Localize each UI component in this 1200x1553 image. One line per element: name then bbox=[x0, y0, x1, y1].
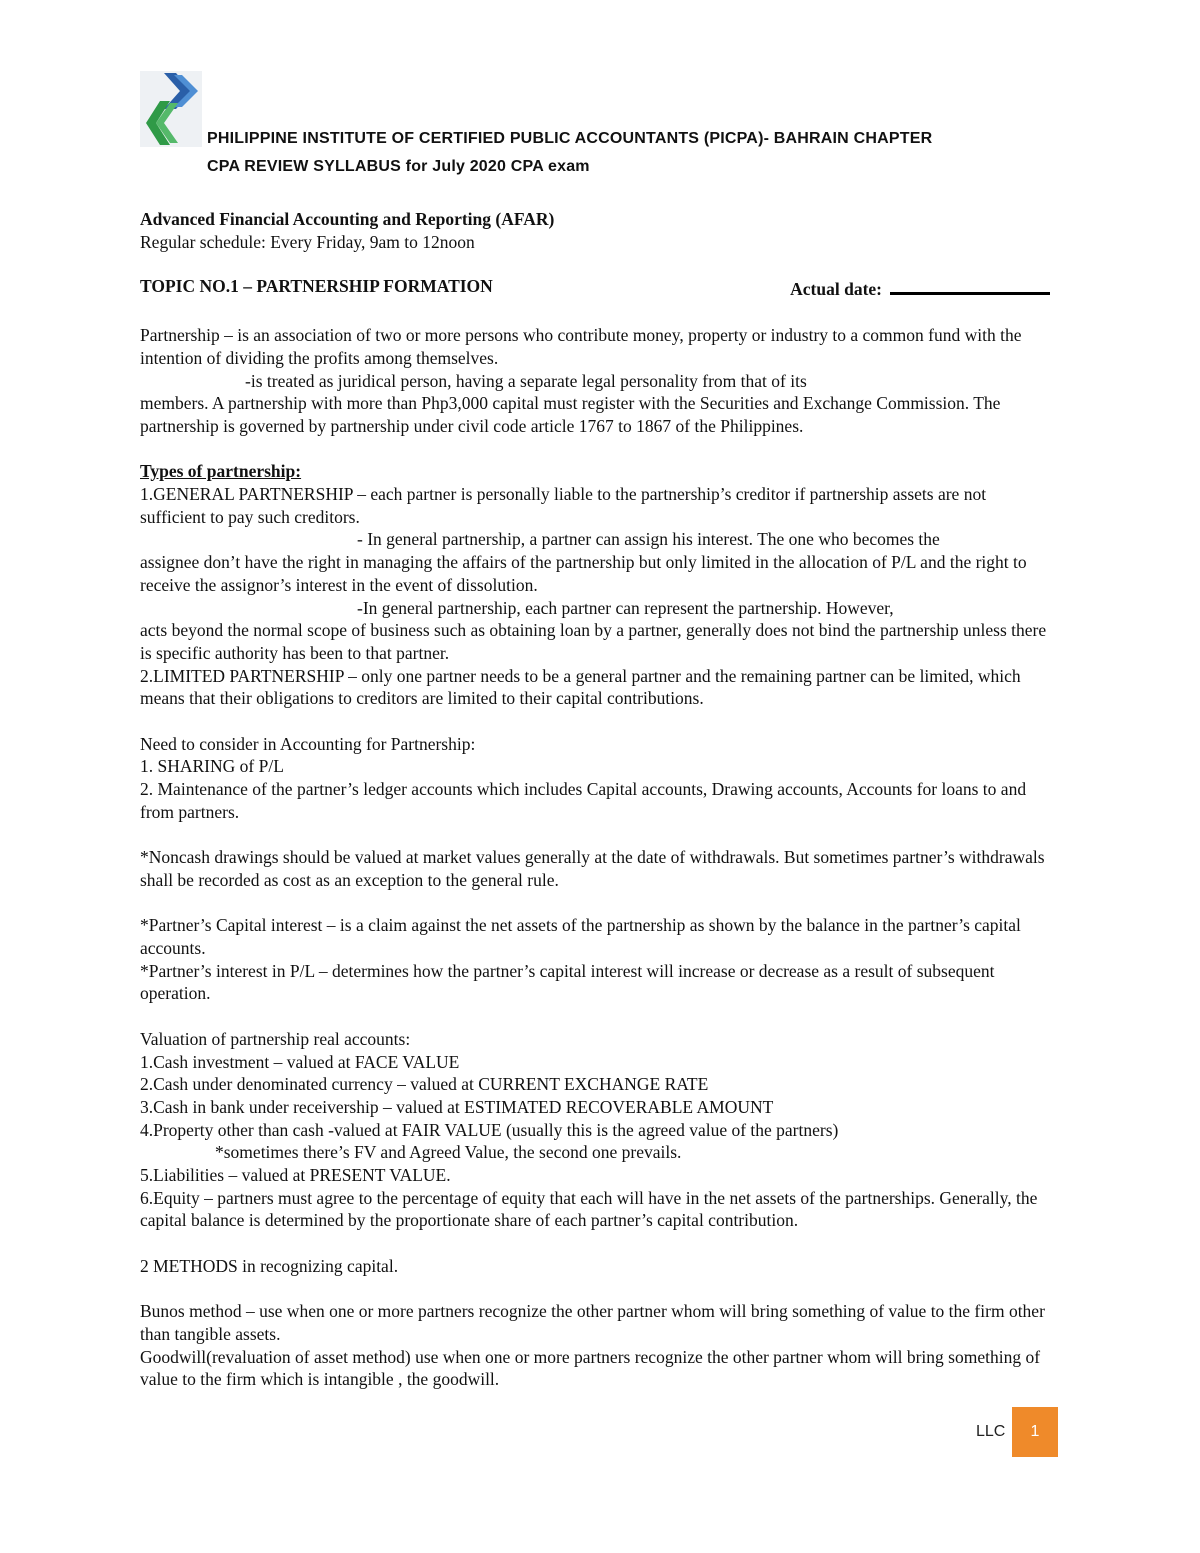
goodwill-method: Goodwill(revaluation of asset method) use when one or more partners recognize the other partner whom will bring something of value to the firm which is intangible , the goodwill. bbox=[140, 1346, 1041, 1390]
syllabus-header: CPA REVIEW SYLLABUS for July 2020 CPA exam bbox=[207, 158, 590, 175]
consider-item: 1. SHARING of P/L bbox=[140, 756, 284, 777]
actual-date-label: Actual date: bbox=[790, 279, 882, 300]
note-capital-interest: *Partner’s Capital interest – is a claim against the net assets of the partnership as shown by the balance in the partner’s capital accounts. bbox=[140, 915, 1021, 959]
note-noncash-drawings: *Noncash drawings should be valued at market values generally at the date of withdrawals. But sometimes partner’s withdrawals shall be recorded as cost as an exception to the general rule. bbox=[140, 847, 1045, 890]
limited-partnership: 2.LIMITED PARTNERSHIP – only one partner needs to be a general partner and the remaining partner can be limited, which means that their obligations to creditors are limited to their capital contributions. bbox=[140, 665, 1021, 709]
general-represent-intro: -In general partnership, each partner can represent the partnership. However, bbox=[357, 597, 894, 618]
valuation-item: 4.Property other than cash -valued at FAIR VALUE (usually this is the agreed value of the partners) bbox=[140, 1119, 839, 1140]
document-body bbox=[140, 208, 1050, 1391]
org-header: PHILIPPINE INSTITUTE OF CERTIFIED PUBLIC ACCOUNTANTS (PICPA)- BAHRAIN CHAPTER bbox=[207, 130, 933, 147]
consider-heading: Need to consider in Accounting for Partnership: bbox=[140, 733, 476, 754]
footer-initials: LLC bbox=[976, 1423, 1006, 1440]
note-pl-interest: *Partner’s interest in P/L – determines how the partner’s capital interest will increase or decrease as a result of subsequent operation. bbox=[140, 960, 995, 1004]
general-partnership: 1.GENERAL PARTNERSHIP – each partner is personally liable to the partnership’s creditor if partnership assets are not sufficient to pay such creditors. bbox=[140, 484, 987, 527]
picpa-chevron-logo-icon bbox=[140, 71, 202, 147]
page-number-badge: 1 bbox=[1012, 1407, 1058, 1457]
valuation-item: 6.Equity – partners must agree to the percentage of equity that each will have in the net assets of the partnerships. Generally, the capital balance is determined by the proportionate share of each partner’s capital contribution. bbox=[140, 1187, 1038, 1231]
topic-title: TOPIC NO.1 – PARTNERSHIP FORMATION bbox=[140, 276, 493, 297]
valuation-item: 2.Cash under denominated currency – valued at CURRENT EXCHANGE RATE bbox=[140, 1074, 709, 1095]
intro-registration: members. A partnership with more than Php3,000 capital must register with the Securities and Exchange Commission. The partnership is governed by partnership under civil code article 1767 to 1867 of the Philippines. bbox=[140, 393, 1001, 436]
bonus-method: Bunos method – use when one or more partners recognize the other partner whom will bring something of value to the firm other than tangible assets. bbox=[140, 1301, 1045, 1344]
actual-date bbox=[790, 275, 1050, 301]
valuation-item: 5.Liabilities – valued at PRESENT VALUE. bbox=[140, 1165, 451, 1186]
intro-juridical: -is treated as juridical person, having a separate legal personality from that of its bbox=[245, 370, 807, 391]
valuation-subnote: *sometimes there’s FV and Agreed Value, the second one prevails. bbox=[215, 1142, 682, 1163]
methods-heading: 2 METHODS in recognizing capital. bbox=[140, 1255, 399, 1276]
general-represent-detail: acts beyond the normal scope of business such as obtaining loan by a partner, generally does not bind the partnership unless there is specific authority has been to that partner. bbox=[140, 620, 1047, 663]
valuation-item: 3.Cash in bank under receivership – valued at ESTIMATED RECOVERABLE AMOUNT bbox=[140, 1096, 774, 1117]
course-schedule: Regular schedule: Every Friday, 9am to 12noon bbox=[140, 231, 475, 252]
types-heading: Types of partnership: bbox=[140, 461, 302, 482]
topic-row bbox=[140, 275, 1050, 301]
valuation-heading: Valuation of partnership real accounts: bbox=[140, 1028, 411, 1049]
valuation-item: 1.Cash investment – valued at FACE VALUE bbox=[140, 1051, 460, 1072]
consider-item: 2. Maintenance of the partner’s ledger accounts which includes Capital accounts, Drawing accounts, Accounts for loans to and from partners. bbox=[140, 779, 1027, 822]
general-assign-detail: assignee don’t have the right in managing the affairs of the partnership but only limited in the allocation of P/L and the right to receive the assignor’s interest in the event of dissolution. bbox=[140, 552, 1027, 595]
course-title: Advanced Financial Accounting and Reporting (AFAR) bbox=[140, 209, 555, 229]
actual-date-blank bbox=[890, 275, 1050, 295]
general-assign-intro: - In general partnership, a partner can assign his interest. The one who becomes the bbox=[357, 529, 940, 550]
intro-definition: Partnership – is an association of two or more persons who contribute money, property or industry to a common fund with the intention of dividing the profits among themselves. bbox=[140, 325, 1022, 368]
